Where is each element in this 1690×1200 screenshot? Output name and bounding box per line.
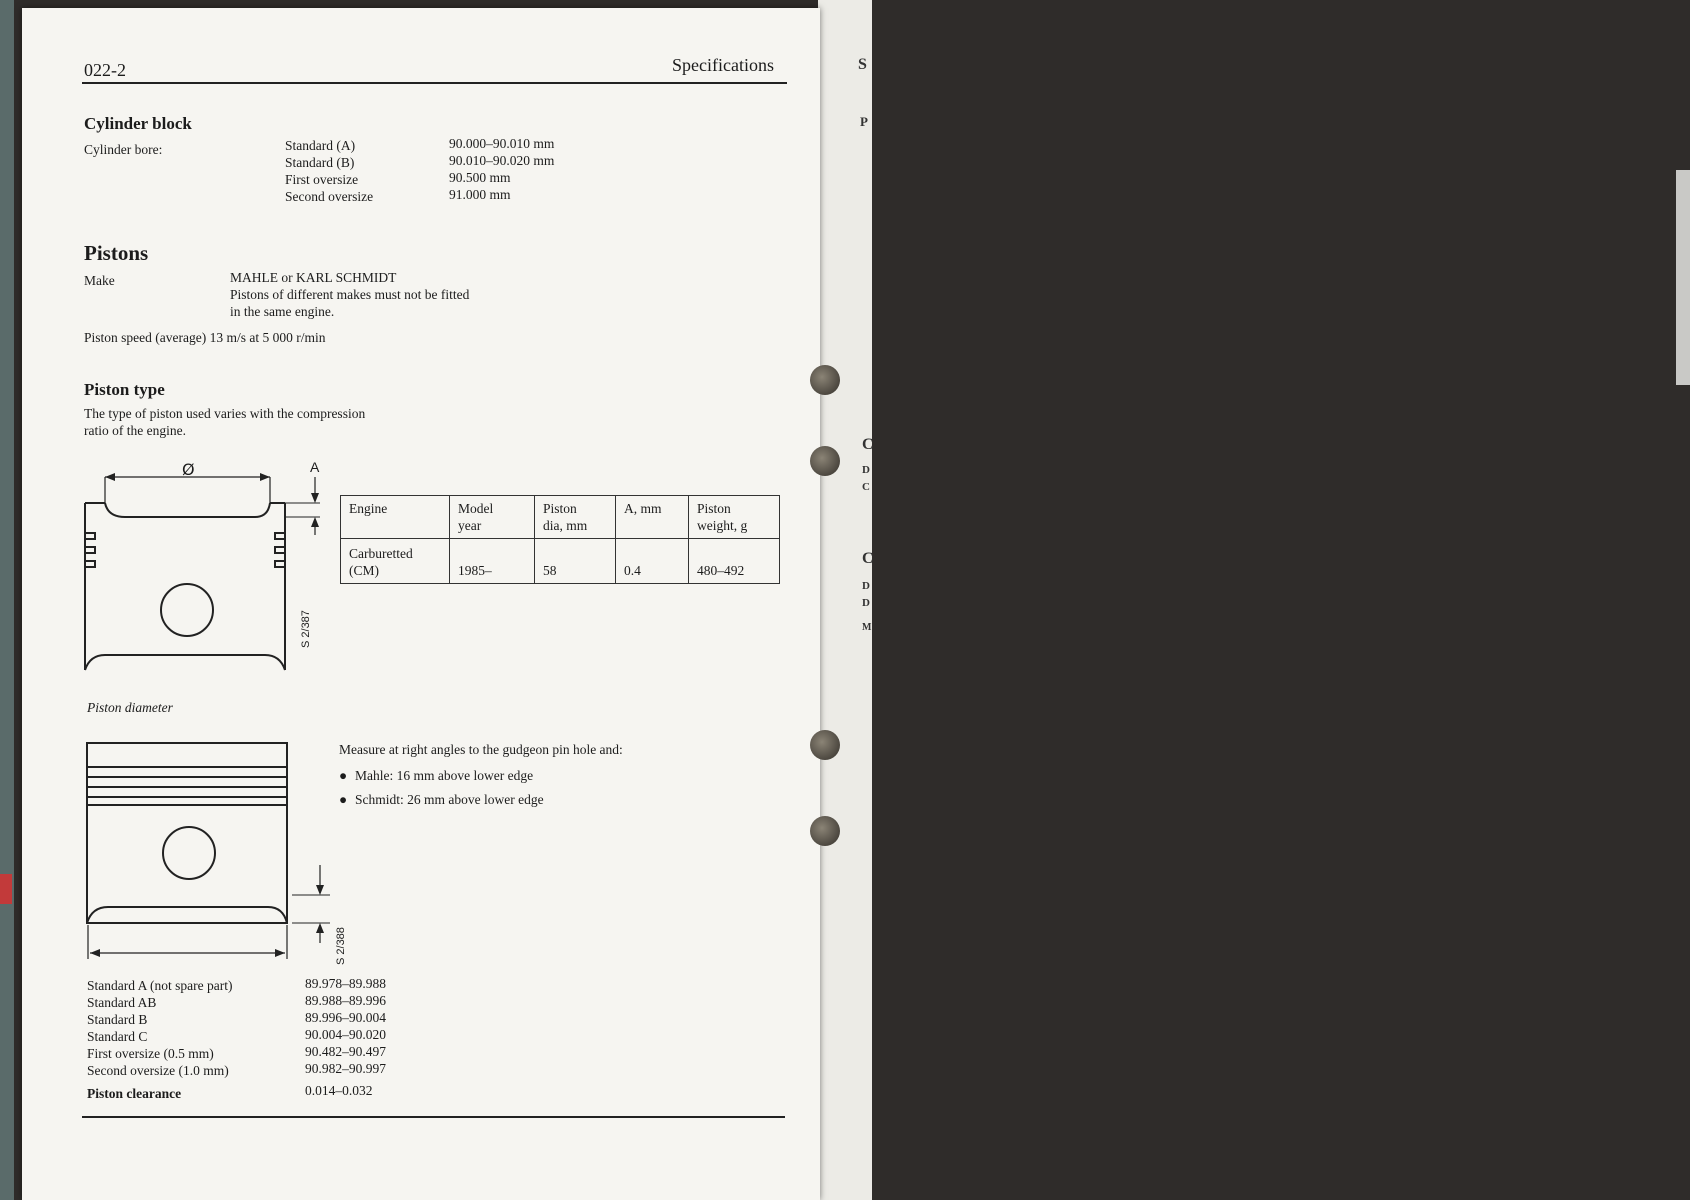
next-page-grey-strip <box>1676 170 1690 385</box>
make-note: in the same engine. <box>230 304 335 319</box>
table-cell-engine: Carburetted (CM) <box>341 539 450 584</box>
piston-skirt <box>87 907 287 923</box>
ring-grooves-right <box>275 533 285 567</box>
bullet-text: Schmidt: 26 mm above lower edge <box>355 792 544 807</box>
binder-hole <box>810 730 840 760</box>
piston-size-values <box>305 975 386 1077</box>
cylinder-bore-row-name: Standard (A) <box>285 138 356 153</box>
piston-diameter-diagram <box>80 735 340 970</box>
diameter-symbol: Ø <box>182 460 195 479</box>
arrow-right-icon <box>260 473 270 481</box>
piston-clearance-label: Piston clearance <box>87 1086 182 1101</box>
piston-type-description <box>84 405 365 439</box>
table-header-a: A, mm <box>616 496 689 539</box>
diagram-ref-1: S 2/387 <box>300 610 312 648</box>
size-name: Standard AB <box>87 995 157 1010</box>
size-name: First oversize (0.5 mm) <box>87 1046 214 1061</box>
next-page-letter: D <box>862 580 870 592</box>
size-value: 89.978–89.988 <box>305 976 386 991</box>
piston-clearance-value: 0.014–0.032 <box>305 1083 373 1098</box>
piston-size-names <box>87 977 232 1079</box>
next-page-letter: C <box>862 436 874 453</box>
make-value: MAHLE or KARL SCHMIDT <box>230 270 397 285</box>
next-page-letter: C <box>862 481 870 493</box>
binder-spine <box>0 0 14 1200</box>
size-value: 89.996–90.004 <box>305 1010 386 1025</box>
cylinder-bore-row-value: 90.010–90.020 mm <box>449 153 555 168</box>
make-label: Make <box>84 273 115 288</box>
next-page-edge <box>818 0 872 1200</box>
arrow-left-icon <box>90 949 100 957</box>
next-page-letter: D <box>862 464 870 476</box>
size-value: 90.004–90.020 <box>305 1027 386 1042</box>
piston-type-heading: Piston type <box>84 380 165 399</box>
gudgeon-pin-hole <box>161 584 213 636</box>
next-page-letter: C <box>862 550 874 567</box>
piston-speed: Piston speed (average) 13 m/s at 5 000 r/min <box>84 330 326 345</box>
make-note: Pistons of different makes must not be fitted <box>230 287 470 302</box>
cylinder-bore-row-value: 90.000–90.010 mm <box>449 136 555 151</box>
table-cell-year: 1985– <box>450 539 535 584</box>
arrow-up-icon <box>316 923 324 933</box>
table-header-row <box>341 496 780 539</box>
size-value: 90.482–90.497 <box>305 1044 386 1059</box>
next-page-letter: M <box>862 622 872 633</box>
table-cell-dia: 58 <box>535 539 616 584</box>
size-name: Standard A (not spare part) <box>87 978 233 993</box>
binder-hole <box>810 446 840 476</box>
diagram-ref-2: S 2/388 <box>335 927 347 965</box>
binder-hole <box>810 816 840 846</box>
table-header-model-year: Model year <box>450 496 535 539</box>
table-header-engine: Engine <box>341 496 450 539</box>
binder-tab <box>0 874 12 904</box>
bullet-item <box>339 791 544 808</box>
piston-diameter-caption: Piston diameter <box>87 700 173 715</box>
binder-hole <box>810 365 840 395</box>
piston-type-diagram <box>80 455 335 685</box>
measure-instruction: Measure at right angles to the gudgeon pin hole and: <box>339 742 623 757</box>
pistons-heading: Pistons <box>84 241 149 265</box>
size-name: Second oversize (1.0 mm) <box>87 1063 229 1078</box>
page-number: 022-2 <box>84 60 126 80</box>
bullet-icon: ● <box>339 792 348 807</box>
piston-skirt <box>85 655 285 670</box>
piston-spec-table <box>340 495 780 584</box>
arrow-down-icon <box>316 885 324 895</box>
cylinder-bore-row-name: Standard (B) <box>285 155 355 170</box>
arrow-up-icon <box>311 517 319 527</box>
arrow-down-icon <box>311 493 319 503</box>
header-rule <box>82 82 787 84</box>
bullet-icon: ● <box>339 768 348 783</box>
table-header-piston-dia: Piston dia, mm <box>535 496 616 539</box>
piston-crown <box>105 503 270 517</box>
cylinder-bore-values <box>449 135 554 203</box>
cylinder-bore-row-value: 91.000 mm <box>449 187 511 202</box>
table-row <box>341 539 780 584</box>
table-cell-weight: 480–492 <box>689 539 780 584</box>
arrow-left-icon <box>105 473 115 481</box>
piston-type-desc-line: ratio of the engine. <box>84 423 186 438</box>
arrow-right-icon <box>275 949 285 957</box>
cylinder-bore-row-name: Second oversize <box>285 189 374 204</box>
size-name: Standard B <box>87 1012 148 1027</box>
ring-grooves-left <box>85 533 95 567</box>
section-title: Specifications <box>672 55 774 75</box>
next-page-letter: P <box>860 114 868 129</box>
next-page-letter: S <box>858 56 867 73</box>
make-block <box>230 269 469 320</box>
piston-body <box>87 743 287 923</box>
bullet-item <box>339 767 533 784</box>
cylinder-bore-row-value: 90.500 mm <box>449 170 511 185</box>
size-name: Standard C <box>87 1029 148 1044</box>
footer-rule <box>82 1116 785 1118</box>
cylinder-block-heading: Cylinder block <box>84 114 192 133</box>
cylinder-bore-row <box>285 137 373 205</box>
cylinder-bore-label: Cylinder bore: <box>84 142 163 157</box>
bullet-text: Mahle: 16 mm above lower edge <box>355 768 534 783</box>
size-value: 89.988–89.996 <box>305 993 386 1008</box>
next-page-letter: D <box>862 597 870 609</box>
gudgeon-pin-hole <box>163 827 215 879</box>
dimension-a-label: A <box>310 459 320 475</box>
table-header-piston-weight: Piston weight, g <box>689 496 780 539</box>
piston-type-desc-line: The type of piston used varies with the compression <box>84 406 366 421</box>
table-cell-a: 0.4 <box>616 539 689 584</box>
cylinder-bore-row-name: First oversize <box>285 172 359 187</box>
size-value: 90.982–90.997 <box>305 1061 386 1076</box>
